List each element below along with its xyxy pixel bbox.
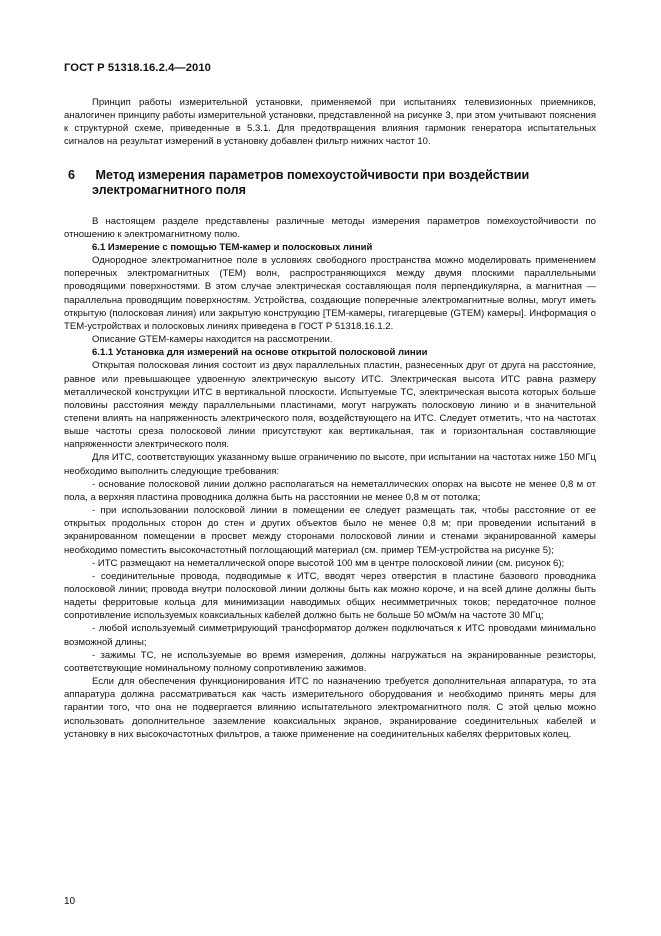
page-number: 10 [64,896,76,907]
section-intro: В настоящем разделе представлены различные методы измерения параметров помехоустойчивости по отношению к электромагнитному полю. [64,215,596,240]
requirement-item: - зажимы ТС, не используемые во время измерения, должны нагружаться на экранированные резисторы, соответствующие номинальному полному сопротивлению зажимов. [64,649,596,674]
requirement-item: - любой используемый симметрирующий трансформатор должен подключаться к ИТС проводами минимально возможной длины; [64,623,596,648]
section-title-text: Метод измерения параметров помехоустойчивости при воздействии электромагнитного поля [92,167,530,198]
section-6-title [64,168,596,199]
requirement-item: - соединительные провода, подводимые к ИТС, вводят через отверстия в пластине базового проводника полосковой линии; провода внутри полосковой линии должны быть как можно короче, и на всей длине должны быть надеты ферритовые кольца для минимизации наводимых общих несимметричных токов; передаточное полное сопротивление используемых коаксиальных кабелей должно быть не больше 50 мОм/м на частоте 30 МГц; [64,570,596,622]
subsection-6-1-1-paragraph-2: Для ИТС, соответствующих указанному выше ограничению по высоте, при испытании на частотах ниже 150 МГц необходимо выполнить следующие требования: [64,452,596,477]
subsection-6-1-paragraph-2: Описание GTEM-камеры находится на рассмотрении. [92,334,333,346]
document-body [64,96,596,741]
paragraph-measurement-setup: Принцип работы измерительной установки, применяемой при испытаниях телевизионных приемников, аналогичен принципу работы измерительной установки, представленной на рисунке 3, при этом учитывают пояснения к структурной схеме, приведенные в 5.3.1. Для предотвращения влияния гармоник генератора испытательных сигналов на результат измерений в установку добавлен фильтр нижних частот 10. [64,97,596,148]
subsection-6-1-1-paragraph-1: Открытая полосковая линия состоит из двух параллельных пластин, разнесенных друг от друга на расстояние, равное или превышающее удвоенную электрическую высоту ИТС. Электрическая высота ИТС равна размеру металлической конструкции ИТС в вертикальной плоскости. Испытуемые ТС, электрическая высота которых больше половины расстояния между параллельными пластинами, могут нагружать полосковую линию и в значительной степени влиять на напряженность электрического поля, воздействующего на ИТС. Следует отметить, что на частотах выше частоты среза полосковой линии присутствуют как вертикальная, так и горизонтальная составляющие напряженности электрического поля. [64,360,596,451]
requirement-item: - при использовании полосковой линии в помещении ее следует размещать так, чтобы расстояние от ее открытых продольных сторон до стен и других объектов было не менее 0,8 м; при проведении испытаний в экранированном помещении в просвет между сторонами полосковой линии и стенами экранированной камеры необходимо поместить высокочастотный поглощающий материал (см. пример ТЕМ-устройства на рисунке 5); [64,505,596,556]
subsection-6-1-1-paragraph-3: Если для обеспечения функционирования ИТС по назначению требуется дополнительная аппаратура, то эта аппаратура должна рассматриваться как часть измерительного оборудования и необходимо принять меры для гарантии того, что она не подвергается влиянию испытательного электромагнитного поля. С этой целью можно использовать дополнительное заземление коаксиальных экранов, экранирование соединительных кабелей и установку в них высокочастотных фильтров, а также применение на соединительных кабелях ферритовых колец. [64,676,596,740]
subsection-6-1-heading: 6.1 Измерение с помощью ТЕМ-камер и полосковых линий [92,241,373,253]
section-number: 6 [68,167,76,182]
subsection-6-1-1-heading: 6.1.1 Установка для измерений на основе открытой полосковой линии [92,347,428,359]
requirement-item: - ИТС размещают на неметаллической опоре высотой 100 мм в центре полосковой линии (см. рисунок 6); [92,557,565,569]
requirement-item: - основание полосковой линии должно располагаться на неметаллических опорах на высоте не менее 0,8 м от пола, а верхняя пластина проводника должна быть на расстоянии не менее 0,8 м от потолка; [64,478,596,503]
page-header-standard: ГОСТ Р 51318.16.2.4—2010 [64,62,212,74]
subsection-6-1-paragraph-1: Однородное электромагнитное поле в условиях свободного пространства можно моделировать применением поперечных электромагнитных (ТЕМ) волн, распространяющихся между двумя плоскими параллельными проводящими поверхностями. В этом случае электрическая составляющая поля перпендикулярна, а магнитная — параллельна проводящим поверхностям. Устройства, создающие поперечные электромагнитные волны, могут иметь открытую (полосковая линия) или закрытую конструкцию [ТЕМ-камеры, гигагерцевые (GTEM) камеры]. Информация о ТЕМ-устройствах и полосковых линиях приведена в ГОСТ Р 51318.16.1.2. [64,255,596,332]
